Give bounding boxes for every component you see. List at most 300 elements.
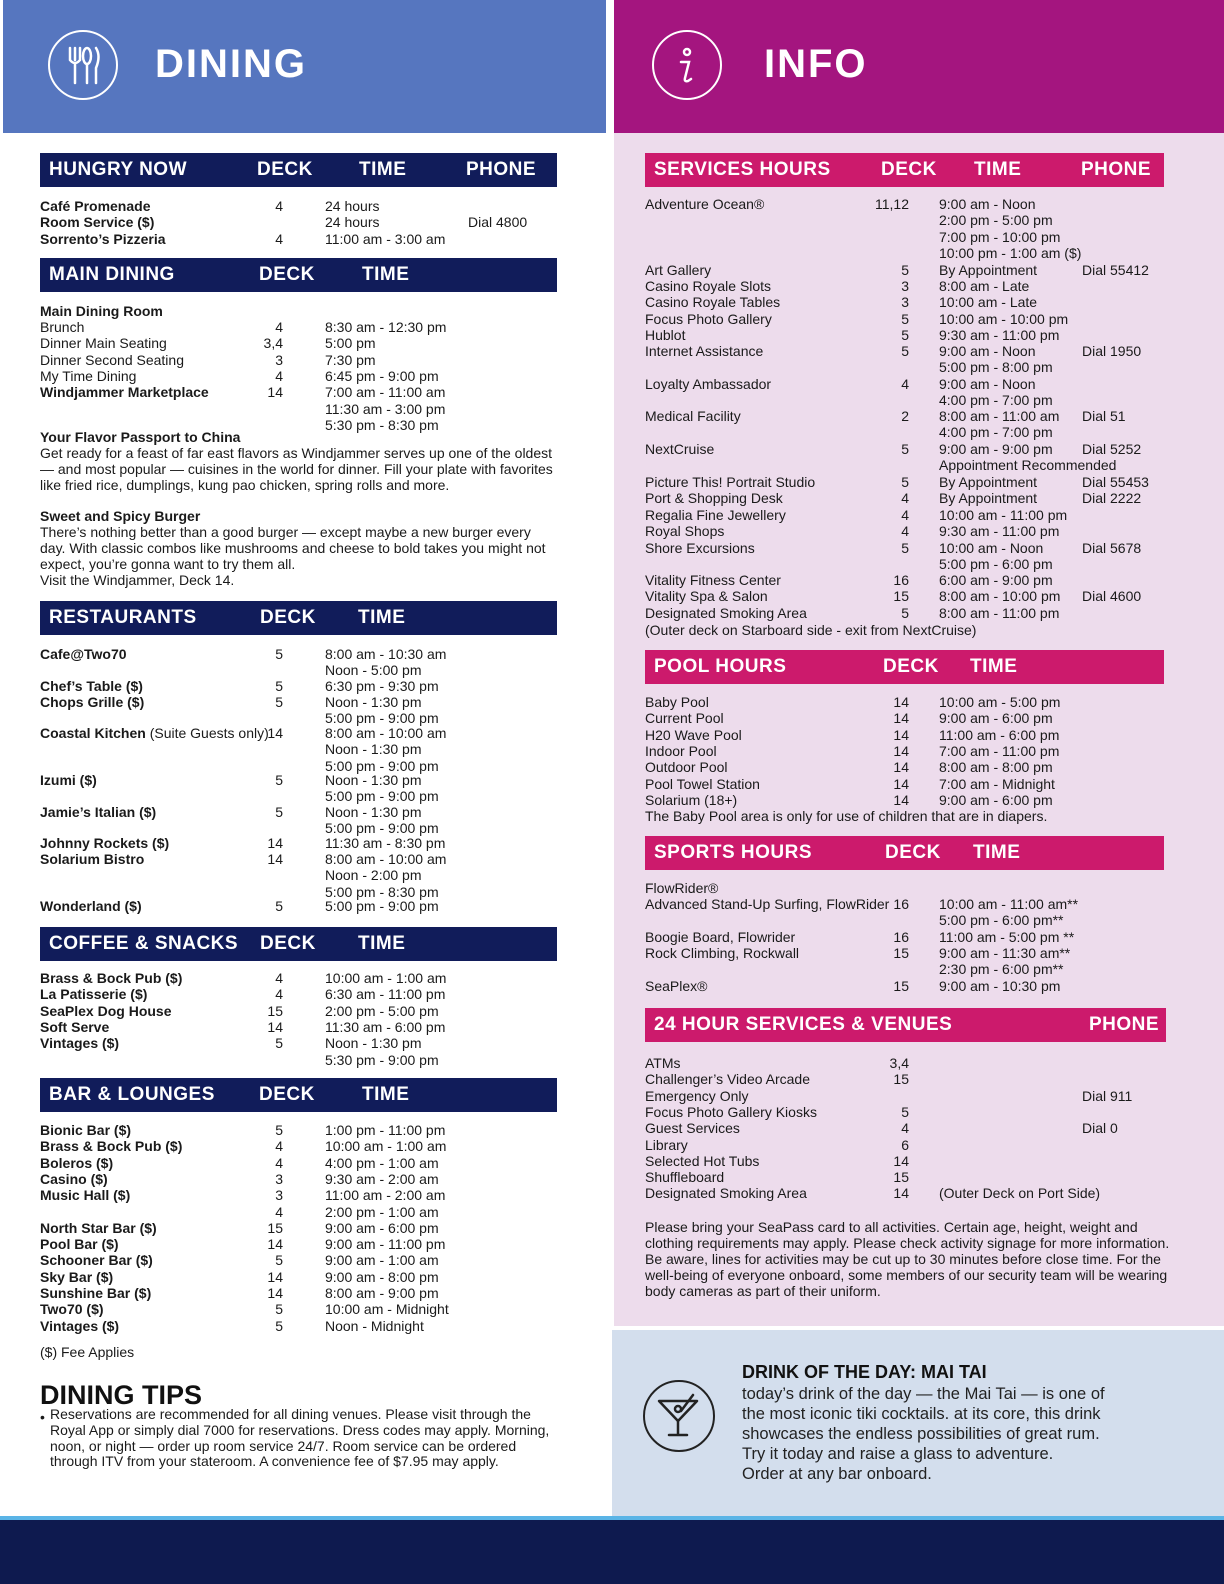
hours: 7:30 pm xyxy=(325,351,376,368)
service-name: Art Gallery xyxy=(645,262,712,278)
hours: 11:00 am - 3:00 am xyxy=(325,230,446,247)
time-heading: TIME xyxy=(970,656,1018,677)
hours: 8:00 am - 10:30 am xyxy=(325,646,447,662)
service-name: Regalia Fine Jewellery xyxy=(645,507,786,523)
hours: 5:00 pm - 9:00 pm xyxy=(325,820,439,837)
deck-number: 14 xyxy=(267,835,283,851)
venue-name: Sorrento’s Pizzeria xyxy=(40,230,166,247)
restaurant-name-text: Wonderland ($) xyxy=(40,898,142,914)
hours: 6:30 pm - 9:30 pm xyxy=(325,678,439,694)
deck-heading: DECK xyxy=(259,264,315,285)
hours: 2:00 pm - 5:00 pm xyxy=(939,212,1053,229)
coffee-heading: COFFEE & SNACKS xyxy=(49,933,239,954)
drink-description-line: the most iconic tiki cocktails. at its core, this drink xyxy=(742,1405,1101,1423)
hours: 7:00 am - 11:00 pm xyxy=(939,742,1060,759)
hours: Noon - 1:30 pm xyxy=(325,772,422,788)
hours: 5:00 pm - 6:00 pm** xyxy=(939,912,1064,929)
deck-number: 4 xyxy=(275,230,283,247)
sport-name: SeaPlex® xyxy=(645,978,708,994)
hours: 5:00 pm - 8:30 pm xyxy=(325,883,439,900)
service-name: Designated Smoking Area xyxy=(645,605,807,621)
hours: 5:00 pm - 9:00 pm xyxy=(325,898,439,914)
bar-name: North Star Bar ($) xyxy=(40,1219,157,1236)
venue-name: Designated Smoking Area xyxy=(645,1185,807,1202)
dining-tips-text: Reservations are recommended for all dining venues. Please visit through the Royal App or simply dial 7000 for reservations. Dress codes may apply. Morning, noon, or night — order up room service 24/7. Room service can be ordered through ITV from your stateroom. A convenience fee of $7.95 may apply. xyxy=(50,1406,550,1470)
deck-number: 5 xyxy=(275,1035,283,1052)
pool-name: Current Pool xyxy=(645,710,724,727)
deck-number: 16 xyxy=(893,896,909,912)
restaurant-name xyxy=(40,851,144,867)
pool-bar xyxy=(645,650,1164,684)
hours: 5:00 pm - 6:00 pm xyxy=(939,556,1053,573)
deck-number: 5 xyxy=(275,646,283,662)
deck-number: 5 xyxy=(901,441,909,457)
hours: 9:00 am - 1:00 am xyxy=(325,1252,439,1269)
service-name: Adventure Ocean® xyxy=(645,196,765,212)
hours: 9:00 am - 6:00 pm xyxy=(939,791,1053,808)
restaurant-name-text: Chef’s Table ($) xyxy=(40,678,143,694)
dining-item: Dinner Second Seating xyxy=(40,351,184,368)
deck-number: 5 xyxy=(275,678,283,694)
time-heading: TIME xyxy=(359,159,407,180)
bar-name: Boleros ($) xyxy=(40,1154,114,1171)
phone-number: Dial 55453 xyxy=(1082,474,1149,490)
deck-number: 4 xyxy=(275,1203,283,1220)
hours: 11:30 am - 8:30 pm xyxy=(325,835,446,851)
snack-venue-name: La Patisserie ($) xyxy=(40,986,148,1003)
dining-item: My Time Dining xyxy=(40,367,137,384)
snack-venue-name: SeaPlex Dog House xyxy=(40,1002,172,1019)
sports-heading: SPORTS HOURS xyxy=(654,842,813,863)
deck-number: 15 xyxy=(893,1169,909,1186)
deck-heading: DECK xyxy=(883,656,939,677)
deck-number: 16 xyxy=(893,572,909,588)
hours: 11:00 am - 6:00 pm xyxy=(939,726,1060,743)
bar-name: Two70 ($) xyxy=(40,1301,104,1318)
service-name: Casino Royale Tables xyxy=(645,294,781,310)
hours: Appointment Recommended xyxy=(939,457,1117,474)
info-icon xyxy=(652,30,722,100)
burger-text: There’s nothing better than a good burger — except maybe a new burger every day. With classic combos like mushrooms and cheese to bold takes you might not expect, you’re gonna want to try them all. xyxy=(40,524,546,572)
phone-number: Dial 2222 xyxy=(1082,490,1142,506)
deck-number: 3 xyxy=(901,294,909,310)
hours: 8:00 am - 10:00 am xyxy=(325,725,447,741)
cutlery-icon xyxy=(48,30,118,100)
coffee-bar xyxy=(40,927,557,961)
info-title: INFO xyxy=(764,42,868,86)
hours: By Appointment xyxy=(939,262,1038,278)
deck-number: 5 xyxy=(901,262,909,278)
deck-number: 5 xyxy=(275,694,283,710)
hours: 2:30 pm - 6:00 pm** xyxy=(939,961,1064,978)
service-name: Shore Excursions xyxy=(645,540,755,556)
hours: 5:30 pm - 9:00 pm xyxy=(325,1051,439,1068)
restaurant-name-text: Coastal Kitchen xyxy=(40,725,146,741)
deck-number: 14 xyxy=(267,1285,283,1301)
deck-number: 5 xyxy=(275,1252,283,1269)
deck-number: 4 xyxy=(901,507,909,523)
deck-number: 3,4 xyxy=(889,1055,909,1071)
hours: 9:00 am - Noon xyxy=(939,196,1036,212)
hours: 9:00 am - 9:00 pm xyxy=(939,441,1053,457)
hours: 5:00 pm - 9:00 pm xyxy=(325,788,439,805)
deck-number: 5 xyxy=(901,474,909,490)
deck-number: 5 xyxy=(901,327,909,343)
pool-name: Baby Pool xyxy=(645,694,709,710)
deck-number: 4 xyxy=(275,970,283,986)
deck-number: 4 xyxy=(275,367,283,384)
hours: 10:00 am - 10:00 pm xyxy=(939,311,1069,327)
deck-heading: DECK xyxy=(260,933,316,954)
dining-item: Windjammer Marketplace xyxy=(40,384,209,401)
deck-number: 5 xyxy=(901,605,909,621)
hours: 4:00 pm - 1:00 am xyxy=(325,1154,439,1171)
dining-header xyxy=(3,0,606,133)
hours: 10:00 am - 1:00 am xyxy=(325,970,447,986)
deck-number: 15 xyxy=(893,978,909,994)
pool-name: Pool Towel Station xyxy=(645,775,760,792)
venue-name: Café Promenade xyxy=(40,198,151,214)
deck-number: 14 xyxy=(267,1236,283,1253)
bar-name: Sunshine Bar ($) xyxy=(40,1285,152,1301)
deck-number: 14 xyxy=(893,710,909,727)
venues24-heading: 24 HOUR SERVICES & VENUES xyxy=(654,1014,953,1035)
deck-number: 5 xyxy=(275,1317,283,1334)
snack-venue-name: Brass & Bock Pub ($) xyxy=(40,970,183,986)
deck-number: 3 xyxy=(275,351,283,368)
deck-number: 3 xyxy=(901,278,909,294)
hours: 8:00 am - 11:00 am xyxy=(939,408,1060,424)
phone-number: Dial 5678 xyxy=(1082,540,1142,556)
deck-number: 15 xyxy=(267,1002,283,1019)
venue-name: Room Service ($) xyxy=(40,214,155,231)
bar-name: Brass & Bock Pub ($) xyxy=(40,1138,183,1155)
hours: 11:00 am - 2:00 am xyxy=(325,1187,446,1204)
hours: 5:00 pm xyxy=(325,335,376,352)
pool-name: H20 Wave Pool xyxy=(645,726,742,743)
bar-name: Vintages ($) xyxy=(40,1317,120,1334)
deck-number: 15 xyxy=(267,1219,283,1236)
deck-number: 4 xyxy=(275,198,283,214)
deck-number: 6 xyxy=(901,1136,909,1153)
venue-note: (Outer Deck on Port Side) xyxy=(939,1185,1101,1202)
snack-venue-name: Vintages ($) xyxy=(40,1035,120,1052)
hours: 6:00 am - 9:00 pm xyxy=(939,572,1053,588)
bar-name: Music Hall ($) xyxy=(40,1187,131,1204)
phone-number: Dial 911 xyxy=(1082,1087,1133,1104)
hours: 9:30 am - 2:00 am xyxy=(325,1170,439,1187)
hours: 24 hours xyxy=(325,214,380,231)
service-name: Medical Facility xyxy=(645,408,741,424)
footer-band xyxy=(0,1516,1224,1584)
restaurants-bar xyxy=(40,601,557,635)
deck-heading: DECK xyxy=(881,159,937,180)
hours: 8:00 am - 10:00 pm xyxy=(939,588,1061,604)
deck-number: 16 xyxy=(893,929,909,945)
deck-number: 5 xyxy=(275,804,283,820)
restaurant-name-text: Solarium Bistro xyxy=(40,851,145,867)
snack-venue-name: Soft Serve xyxy=(40,1018,110,1035)
hours: 7:00 pm - 10:00 pm xyxy=(939,228,1061,245)
time-heading: TIME xyxy=(358,933,406,954)
deck-heading: DECK xyxy=(260,607,316,628)
phone-heading: PHONE xyxy=(1089,1014,1160,1035)
hours: 9:00 am - 11:00 pm xyxy=(325,1236,446,1253)
restaurant-name xyxy=(40,835,169,851)
deck-number: 14 xyxy=(893,694,909,710)
deck-number: 3 xyxy=(275,1187,283,1204)
bar-name: Pool Bar ($) xyxy=(40,1236,119,1253)
deck-number: 5 xyxy=(901,540,909,556)
restaurant-name-text: Jamie’s Italian ($) xyxy=(40,804,157,820)
deck-number: 5 xyxy=(275,1301,283,1318)
hours: 4:00 pm - 7:00 pm xyxy=(939,392,1053,409)
hours: 10:00 pm - 1:00 am ($) xyxy=(939,244,1082,261)
hungry-now-heading: HUNGRY NOW xyxy=(49,159,187,180)
footer-accent-line xyxy=(0,1516,1224,1520)
deck-heading: DECK xyxy=(885,842,941,863)
hours: Noon - 5:00 pm xyxy=(325,662,422,679)
hours: Noon - 1:30 pm xyxy=(325,694,422,710)
pool-name: Indoor Pool xyxy=(645,742,717,759)
restaurant-name-text: Izumi ($) xyxy=(40,772,97,788)
deck-number: 4 xyxy=(275,1154,283,1171)
drink-description-line: Try it today and raise a glass to adventure. xyxy=(742,1445,1054,1463)
main-dining-heading: MAIN DINING xyxy=(49,264,175,285)
main-dining-bar xyxy=(40,258,557,292)
hours: 9:30 am - 11:00 pm xyxy=(939,523,1060,539)
service-name: Royal Shops xyxy=(645,523,725,539)
deck-number: 14 xyxy=(267,1268,283,1285)
hours: 5:00 pm - 9:00 pm xyxy=(325,757,439,774)
hours: 2:00 pm - 1:00 am xyxy=(325,1203,439,1220)
service-name: Casino Royale Slots xyxy=(645,278,772,294)
service-name: Port & Shopping Desk xyxy=(645,490,783,506)
venue-name: Emergency Only xyxy=(645,1087,749,1104)
phone-number: Dial 55412 xyxy=(1082,262,1149,278)
deck-number: 14 xyxy=(267,725,283,741)
time-heading: TIME xyxy=(362,264,410,285)
venue-name: Challenger’s Video Arcade xyxy=(645,1071,811,1088)
deck-number: 15 xyxy=(893,588,909,604)
service-name: Vitality Fitness Center xyxy=(645,572,781,588)
hours: Noon - 1:30 pm xyxy=(325,741,422,758)
flavor-passport-title: Your Flavor Passport to China xyxy=(40,429,241,445)
hours: 9:00 am - 8:00 pm xyxy=(325,1268,439,1285)
pool-note: The Baby Pool area is only for use of children that are in diapers. xyxy=(645,808,1048,824)
services-note: (Outer deck on Starboard side - exit from NextCruise) xyxy=(645,622,977,638)
deck-number: 4 xyxy=(901,523,909,539)
hours: Noon - Midnight xyxy=(325,1317,424,1334)
services-bar xyxy=(645,153,1164,187)
deck-number: 5 xyxy=(901,311,909,327)
hours: 9:00 am - 10:30 pm xyxy=(939,978,1061,994)
phone-number: Dial 5252 xyxy=(1082,441,1142,457)
hours: 9:00 am - Noon xyxy=(939,343,1036,359)
main-dining-room-title: Main Dining Room xyxy=(40,303,163,319)
seapass-notice: Please bring your SeaPass card to all activities. Certain age, height, weight and clothing requirements may apply. Please check activity signage for more information. Be aware, lines for activities may be cut up to 30 minutes before close time. For the well-being of everyone onboard, some members of our security team will be wearing body cameras as part of their uniform. xyxy=(645,1219,1170,1299)
service-name: Loyalty Ambassador xyxy=(645,376,772,392)
bar-name: Casino ($) xyxy=(40,1170,108,1187)
restaurant-name xyxy=(40,772,97,788)
restaurant-name xyxy=(40,898,142,914)
bars-heading: BAR & LOUNGES xyxy=(49,1084,215,1105)
dining-tips-title: DINING TIPS xyxy=(40,1380,203,1410)
hours: Noon - 1:30 pm xyxy=(325,1035,422,1052)
deck-number: 14 xyxy=(893,1152,909,1169)
deck-number: 5 xyxy=(275,898,283,914)
deck-number: 15 xyxy=(893,945,909,961)
sport-name: Rock Climbing, Rockwall xyxy=(645,945,800,961)
hours: 9:00 am - 11:30 am** xyxy=(939,945,1071,961)
hungry-now-bar xyxy=(40,153,557,187)
pool-heading: POOL HOURS xyxy=(654,656,787,677)
deck-number: 5 xyxy=(901,343,909,359)
hours: 24 hours xyxy=(325,198,380,214)
venue-name: Library xyxy=(645,1136,688,1153)
venue-name: Shuffleboard xyxy=(645,1169,725,1186)
hours: 10:00 am - 11:00 am** xyxy=(939,896,1079,912)
hours: 10:00 am - 5:00 pm xyxy=(939,694,1061,710)
hours: 10:00 am - 1:00 am xyxy=(325,1138,447,1155)
hours: 6:30 am - 11:00 pm xyxy=(325,986,446,1003)
time-heading: TIME xyxy=(973,842,1021,863)
deck-number: 14 xyxy=(893,759,909,776)
deck-number: 2 xyxy=(901,408,909,424)
hours: 11:30 am - 3:00 pm xyxy=(325,400,446,417)
hours: 5:00 pm - 8:00 pm xyxy=(939,359,1053,376)
service-name: Hublot xyxy=(645,327,686,343)
hours: 10:00 am - 11:00 pm xyxy=(939,507,1068,523)
phone-number: Dial 51 xyxy=(1082,408,1126,424)
bullet-dot: • xyxy=(40,1409,45,1425)
hours: 10:00 am - Late xyxy=(939,294,1038,310)
time-heading: TIME xyxy=(358,607,406,628)
restaurant-name-text: Cafe@Two70 xyxy=(40,646,127,662)
restaurant-name xyxy=(40,694,144,710)
deck-number: 14 xyxy=(267,1018,283,1035)
column-divider xyxy=(606,0,614,1530)
deck-number: 4 xyxy=(275,319,283,335)
pool-name: Outdoor Pool xyxy=(645,759,728,776)
phone-number: Dial 4800 xyxy=(468,214,528,231)
restaurant-name xyxy=(40,804,156,820)
bars-bar xyxy=(40,1078,557,1112)
hours: 10:00 am - Noon xyxy=(939,540,1044,556)
deck-number: 4 xyxy=(901,490,909,506)
hours: 8:00 am - 8:00 pm xyxy=(939,759,1053,776)
phone-number: Dial 1950 xyxy=(1082,343,1142,359)
phone-number: Dial 4600 xyxy=(1082,588,1142,604)
service-name: Vitality Spa & Salon xyxy=(645,588,768,604)
deck-number: 3,4 xyxy=(263,335,283,352)
hours: Noon - 2:00 pm xyxy=(325,867,422,884)
cocktail-icon xyxy=(643,1380,715,1452)
burger-visit: Visit the Windjammer, Deck 14. xyxy=(40,572,235,588)
deck-number: 14 xyxy=(893,791,909,808)
hours: 8:00 am - 9:00 pm xyxy=(325,1285,439,1301)
restaurant-name xyxy=(40,678,143,694)
deck-number: 4 xyxy=(901,376,909,392)
hours: 7:00 am - 11:00 am xyxy=(325,384,446,401)
hours: 9:30 am - 11:00 pm xyxy=(939,327,1060,343)
deck-number: 3 xyxy=(275,1170,283,1187)
restaurants-heading: RESTAURANTS xyxy=(49,607,197,628)
deck-number: 5 xyxy=(901,1103,909,1120)
deck-heading: DECK xyxy=(257,159,313,180)
drink-description-line: Order at any bar onboard. xyxy=(742,1465,932,1483)
hours: 10:00 am - Midnight xyxy=(325,1301,449,1318)
phone-number: Dial 0 xyxy=(1082,1120,1118,1137)
hours: 9:00 am - 6:00 pm xyxy=(325,1219,439,1236)
flowrider-label: FlowRider® xyxy=(645,880,719,896)
deck-number: 11,12 xyxy=(875,196,909,212)
sports-bar xyxy=(645,836,1164,870)
services-heading: SERVICES HOURS xyxy=(654,159,831,180)
hours: 11:30 am - 6:00 pm xyxy=(325,1018,446,1035)
drink-title: DRINK OF THE DAY: MAI TAI xyxy=(742,1362,987,1382)
service-name: Picture This! Portrait Studio xyxy=(645,474,816,490)
deck-number: 4 xyxy=(275,986,283,1003)
flavor-passport-text: Get ready for a feast of far east flavors as Windjammer serves up one of the oldest — and most popular — cuisines in the world for dinner. Fill your plate with favorites like fried rice, dumplings, kung pao chicken, spring rolls and more. xyxy=(40,445,553,493)
sport-name: Advanced Stand-Up Surfing, FlowRider xyxy=(645,896,890,912)
hours: 8:00 am - 11:00 pm xyxy=(939,605,1060,621)
pool-name: Solarium (18+) xyxy=(645,791,738,808)
deck-number: 14 xyxy=(893,726,909,743)
deck-number: 4 xyxy=(901,1120,909,1137)
bar-name: Schooner Bar ($) xyxy=(40,1252,153,1269)
hours: 11:00 am - 5:00 pm ** xyxy=(939,929,1075,945)
deck-number: 5 xyxy=(275,772,283,788)
info-header xyxy=(612,0,1224,133)
dining-title: DINING xyxy=(155,42,307,86)
burger-title: Sweet and Spicy Burger xyxy=(40,508,201,524)
venue-name: Focus Photo Gallery Kiosks xyxy=(645,1103,817,1120)
restaurant-name xyxy=(40,646,127,662)
hours: 5:00 pm - 9:00 pm xyxy=(325,710,439,727)
venue-name: ATMs xyxy=(645,1055,681,1071)
deck-number: 14 xyxy=(893,1185,909,1202)
venue-name: Guest Services xyxy=(645,1120,740,1137)
hours: 1:00 pm - 11:00 pm xyxy=(325,1122,446,1138)
hours: 2:00 pm - 5:00 pm xyxy=(325,1002,439,1019)
deck-heading: DECK xyxy=(259,1084,315,1105)
time-heading: TIME xyxy=(974,159,1022,180)
bar-name: Sky Bar ($) xyxy=(40,1268,114,1285)
hours: 8:30 am - 12:30 pm xyxy=(325,319,447,335)
sport-name: Boogie Board, Flowrider xyxy=(645,929,796,945)
deck-number: 4 xyxy=(275,1138,283,1155)
phone-heading: PHONE xyxy=(466,159,537,180)
deck-number: 14 xyxy=(893,742,909,759)
dining-item: Dinner Main Seating xyxy=(40,335,167,352)
venues24-bar xyxy=(645,1008,1166,1042)
service-name: Internet Assistance xyxy=(645,343,764,359)
hours: 9:00 am - Noon xyxy=(939,376,1036,392)
hours: 7:00 am - Midnight xyxy=(939,775,1055,792)
restaurant-note: (Suite Guests only) xyxy=(145,725,269,741)
bar-name: Bionic Bar ($) xyxy=(40,1122,132,1138)
deck-number: 5 xyxy=(275,1122,283,1138)
service-name: Focus Photo Gallery xyxy=(645,311,772,327)
fee-note: ($) Fee Applies xyxy=(40,1344,135,1360)
drink-description-line: today’s drink of the day — the Mai Tai — is one of xyxy=(742,1385,1105,1403)
deck-number: 14 xyxy=(267,384,283,401)
deck-number: 15 xyxy=(893,1071,909,1088)
hours: 6:45 pm - 9:00 pm xyxy=(325,367,439,384)
drink-description-line: showcases the endless possibilities of great rum. xyxy=(742,1425,1100,1443)
restaurant-name-text: Johnny Rockets ($) xyxy=(40,835,170,851)
